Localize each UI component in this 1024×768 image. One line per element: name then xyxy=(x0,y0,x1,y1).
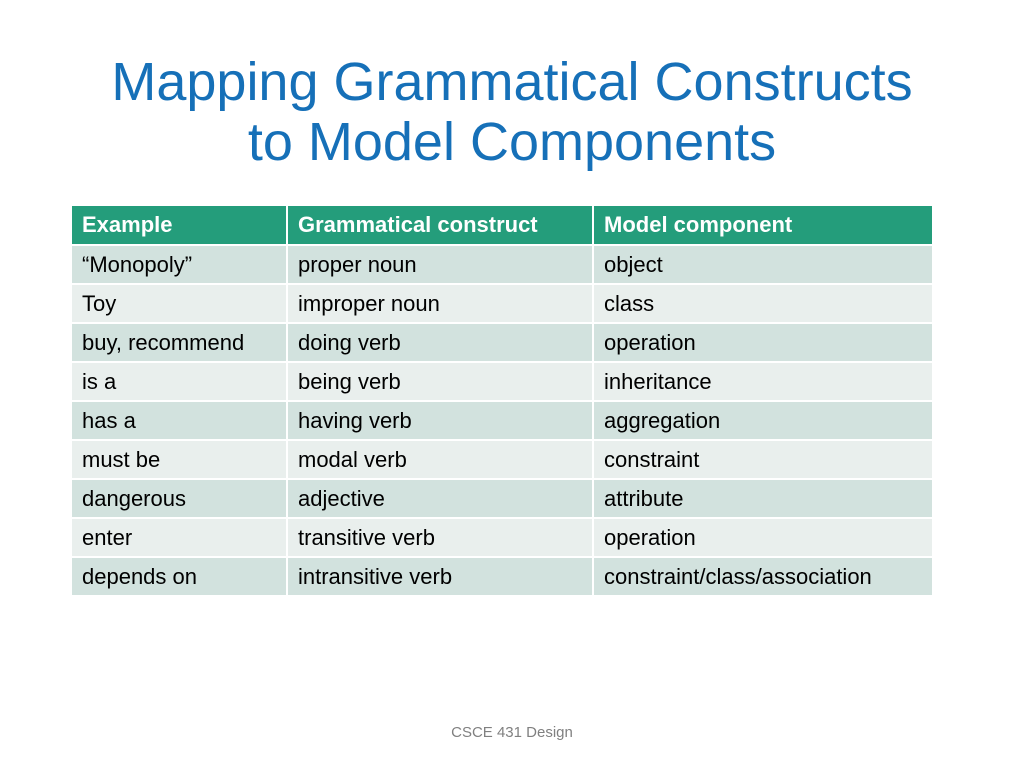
cell-model-component: operation xyxy=(593,518,933,557)
slide-title-line-1: Mapping Grammatical Constructs xyxy=(111,52,913,112)
cell-grammatical-construct: transitive verb xyxy=(287,518,593,557)
cell-grammatical-construct: being verb xyxy=(287,362,593,401)
cell-model-component: operation xyxy=(593,323,933,362)
mapping-table xyxy=(70,204,934,597)
cell-example: must be xyxy=(71,440,287,479)
cell-example: dangerous xyxy=(71,479,287,518)
cell-example: enter xyxy=(71,518,287,557)
table-row xyxy=(71,245,933,284)
cell-model-component: attribute xyxy=(593,479,933,518)
header-example: Example xyxy=(71,205,287,245)
cell-grammatical-construct: intransitive verb xyxy=(287,557,593,596)
cell-example: is a xyxy=(71,362,287,401)
cell-model-component: inheritance xyxy=(593,362,933,401)
cell-grammatical-construct: proper noun xyxy=(287,245,593,284)
slide-title xyxy=(0,52,1024,172)
slide-footer: CSCE 431 Design xyxy=(451,724,573,741)
table-row xyxy=(71,284,933,323)
cell-grammatical-construct: doing verb xyxy=(287,323,593,362)
slide-title-line-2: to Model Components xyxy=(247,112,777,172)
header-model-component: Model component xyxy=(593,205,933,245)
table-header-row xyxy=(71,205,933,245)
cell-model-component: constraint xyxy=(593,440,933,479)
cell-example: “Monopoly” xyxy=(71,245,287,284)
cell-model-component: aggregation xyxy=(593,401,933,440)
cell-example: Toy xyxy=(71,284,287,323)
cell-grammatical-construct: having verb xyxy=(287,401,593,440)
cell-example: depends on xyxy=(71,557,287,596)
table-row xyxy=(71,440,933,479)
cell-example: buy, recommend xyxy=(71,323,287,362)
cell-model-component: object xyxy=(593,245,933,284)
table-row xyxy=(71,557,933,596)
mapping-table-container xyxy=(70,204,932,597)
cell-grammatical-construct: improper noun xyxy=(287,284,593,323)
table-row xyxy=(71,362,933,401)
table-row xyxy=(71,401,933,440)
header-grammatical-construct: Grammatical construct xyxy=(287,205,593,245)
cell-model-component: class xyxy=(593,284,933,323)
cell-example: has a xyxy=(71,401,287,440)
cell-model-component: constraint/class/association xyxy=(593,557,933,596)
table-row xyxy=(71,323,933,362)
cell-grammatical-construct: adjective xyxy=(287,479,593,518)
table-row xyxy=(71,479,933,518)
table-row xyxy=(71,518,933,557)
cell-grammatical-construct: modal verb xyxy=(287,440,593,479)
